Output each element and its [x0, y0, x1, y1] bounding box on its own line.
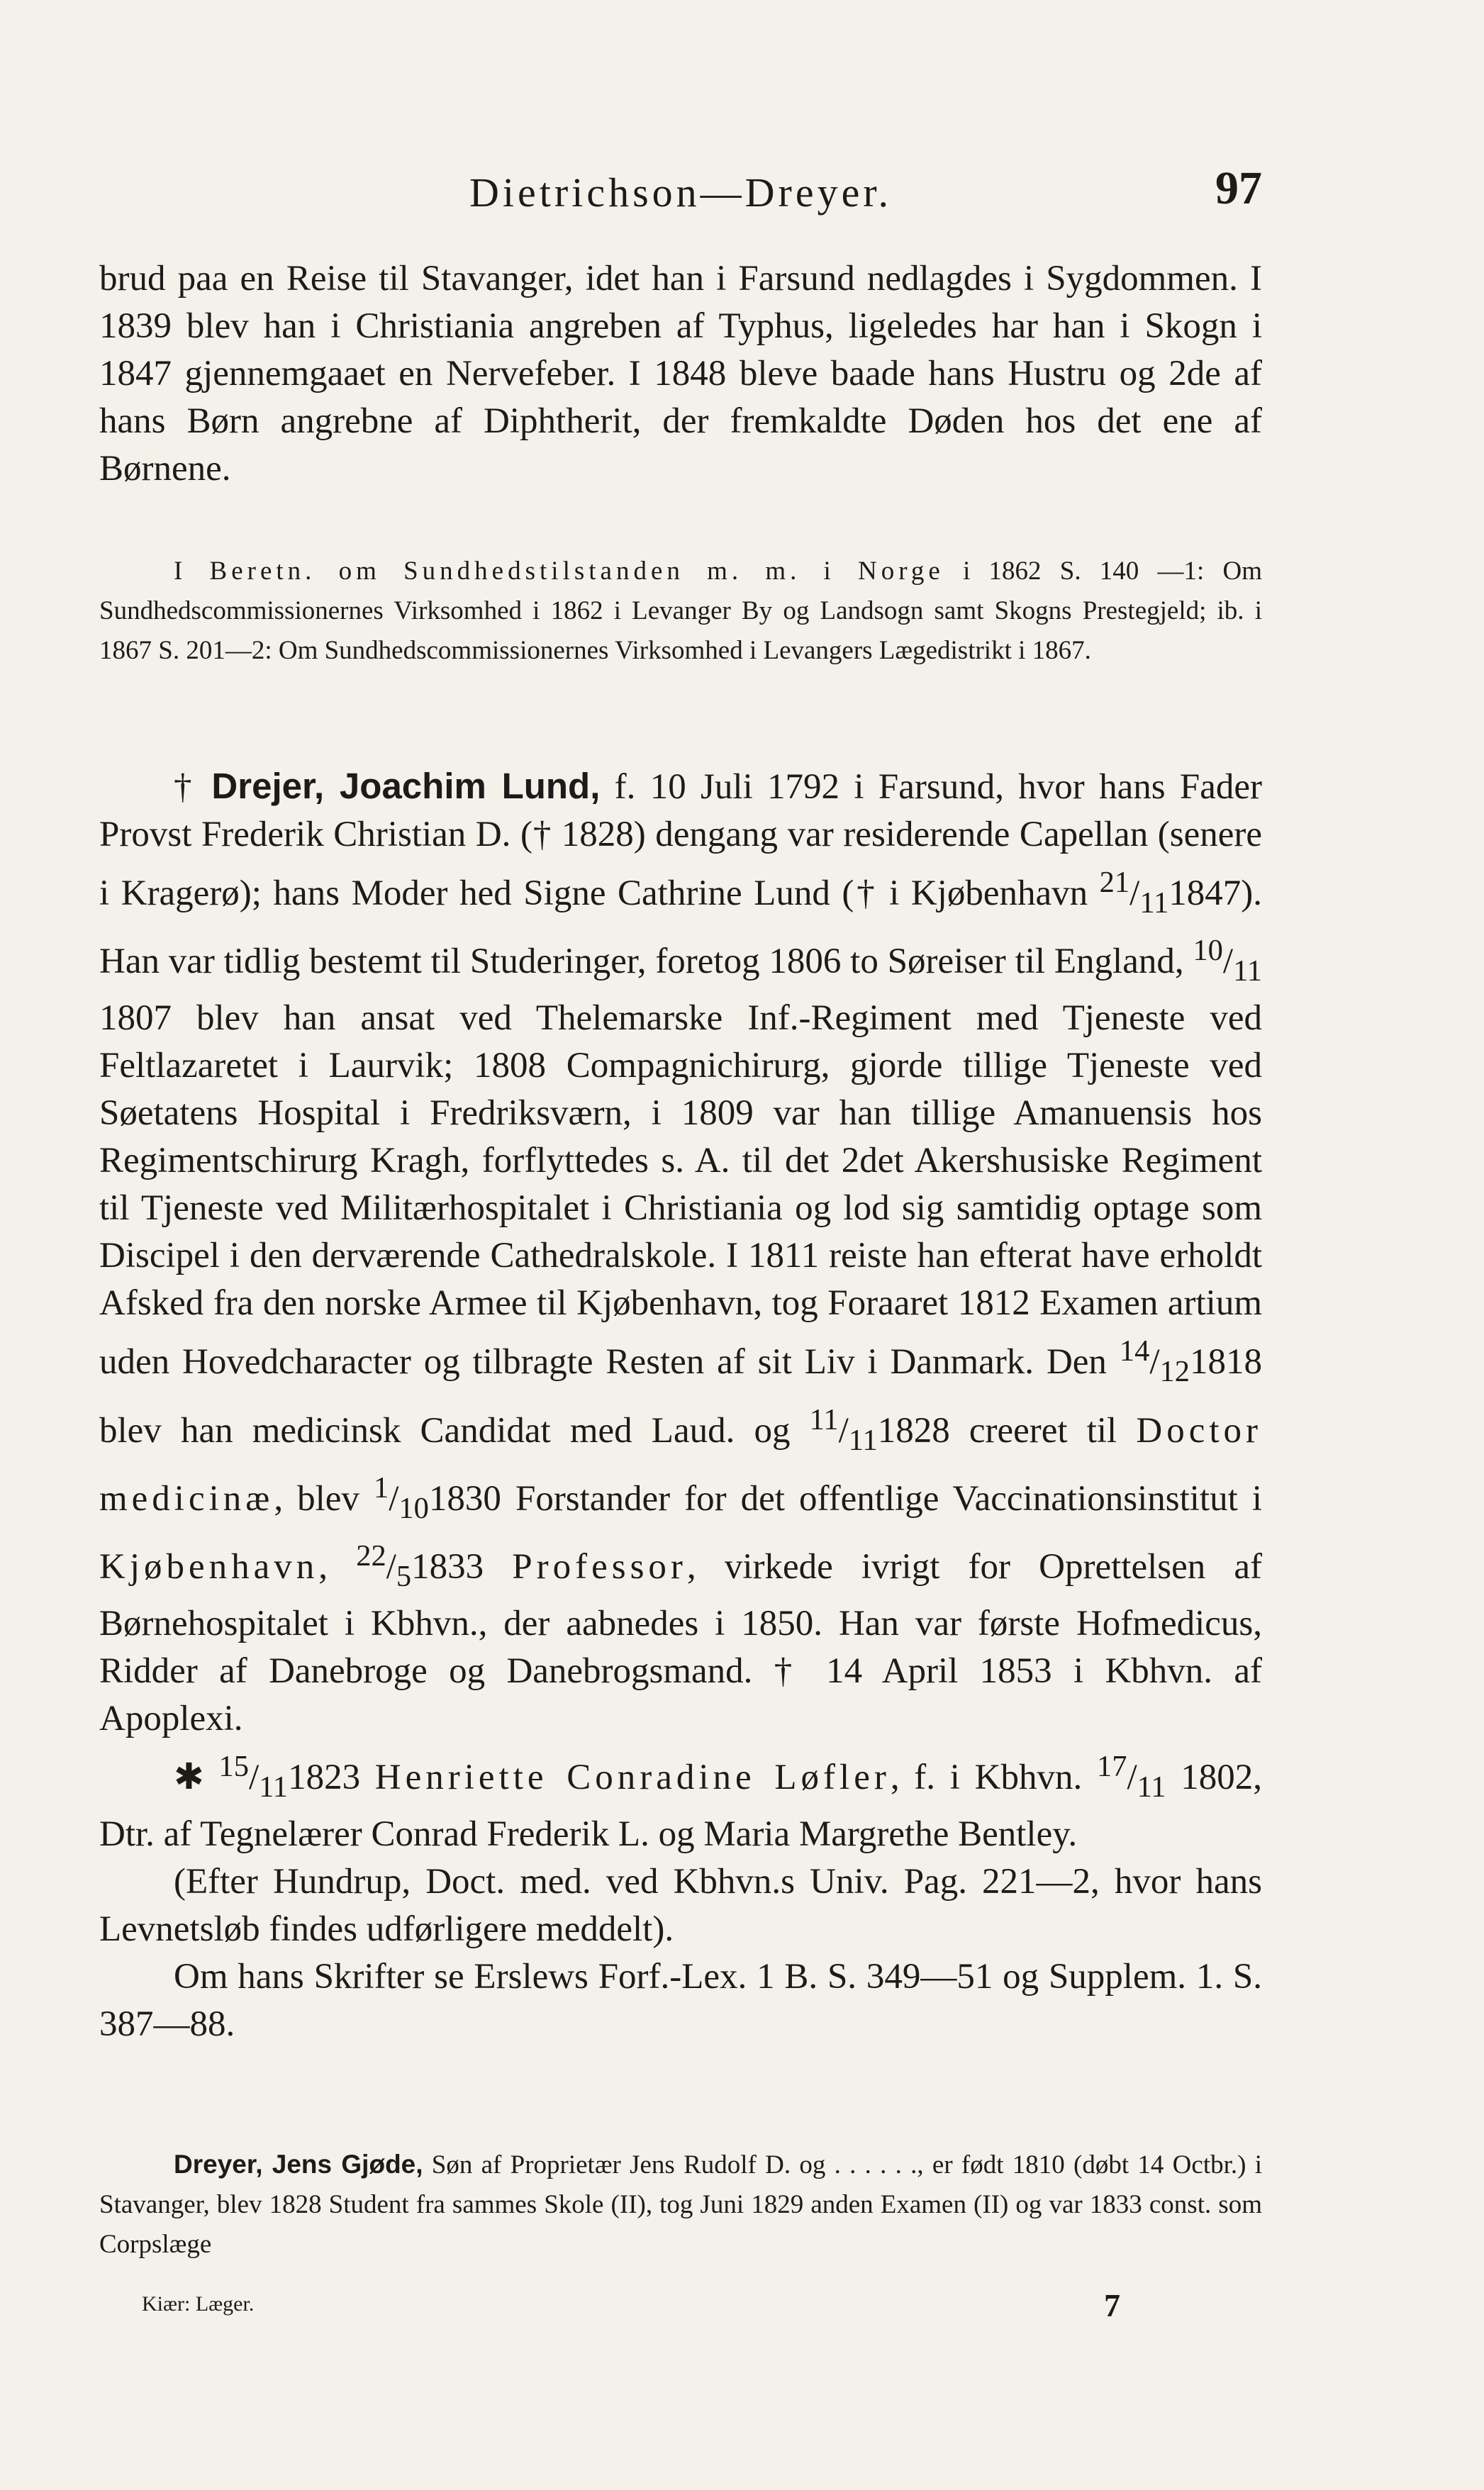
entry-drejer-marriage: ✱ $^{15}/_{11}1823$ Henriette Conradine Løfler, f. i Kbhvn. $^{17}/_{11}$ 1802, Dtr. af Tegnelærer Conrad Frederik L. og Maria Margrethe Bentley. [99, 1750, 1263, 1855]
entry-drejer-source: (Efter Hundrup, Doct. med. ved Kbhvn.s Univ. Pag. 221—2, hvor hans Levnetsløb findes udførligere meddelt). [99, 1862, 1262, 1950]
intro-text: brud paa en Reise til Stavanger, idet han i Farsund nedlagdes i Sygdommen. I 1839 blev han i Christiania angreben af Typhus, ligeledes har han i Skogn i 1847 gjennemgaaet en Nervefeber. I 1848 bleve baade hans Hustru og 2de af hans Børn angrebne af Diphtherit, der fremkaldte Døden hos det ene af Børnene. [99, 259, 1262, 488]
page-footer [142, 2287, 1120, 2329]
entry-name-drejer: Drejer, Joachim Lund, [211, 766, 601, 806]
signature-mark: Kiær: Læger. [142, 2292, 255, 2316]
intro-paragraph [99, 255, 1262, 493]
reference-lead: I Beretn. om Sundhedstilstanden m. m. i Norge [174, 557, 944, 586]
entry-dreyer [99, 2145, 1262, 2265]
entry-drejer-bio: † Drejer, Joachim Lund, f. 10 Juli 1792 i Farsund, hvor hans Fader Provst Frederik Christian D. († 1828) dengang var residerende Capellan (senere i Kragerø); hans Moder hed Signe Cathrine Lund († i Kjøbenhavn $^{21}/_{11}1847$). Han var tidlig bestemt til Studeringer, foretog 1806 to Søreiser til England, $^{10}/_{11}$ 1807 blev han ansat ved Thelemarske Inf.-Regiment med Tjeneste ved Feltlazaretet i Laurvik; 1808 Compagnichirurg, gjorde tillige Tjeneste ved Søetatens Hospital i Fredriksværn, i 1809 var han tillige Amanuensis hos Regimentschirurg Kragh, forflyttedes s. A. til det 2det Akershusiske Regiment til Tjeneste ved Militærhospitalet i Christiania og lod sig samtidig optage som Discipel i den derværende Cathedralskole. I 1811 reiste han efterat have erholdt Afsked fra den norske Armee til Kjøbenhavn, tog Foraaret 1812 Examen artium uden Hovedcharacter og tilbragte Resten af sit Liv i Danmark. Den $^{14}/_{12}1818$ blev han medicinsk Candidat med Laud. og $^{11}/_{11}1828$ creeret til Doctor medicinæ, blev $^1/_{10}1830$ Forstander for det offentlige Vaccinationsinstitut i Kjøbenhavn, $^{22}/_51833$ Professor, virkede ivrigt for Oprettelsen af Børnehospitalet i Kbhvn., der aabnedes i 1850. Han var første Hofmedicus, Ridder af Danebroge og Danebrogsmand. † 14 April 1853 i Kbhvn. af Apoplexi. [99, 766, 1263, 1739]
entry-dreyer-text: Søn af Proprietær Jens Rudolf D. og . . . . . ., er født 1810 (døbt 14 Octbr.) i Stavanger, blev 1828 Student fra sammes Skole (II), tog Juni 1829 anden Examen (II) og var 1833 const. som Corpslæge [99, 2150, 1262, 2259]
page-number: 97 [1215, 162, 1262, 214]
dagger-mark: † [174, 767, 198, 807]
star-icon: ✱ [174, 1756, 204, 1799]
sheet-number: 7 [1104, 2287, 1120, 2323]
running-head: Dietrichson—Dreyer. [469, 169, 892, 216]
references-paragraph [99, 552, 1262, 671]
reference-text: i 1862 S. 140 —1: Om Sundhedscommissionernes Virksomhed i 1862 i Levanger By og Landsogn samt Skogns Prestegjeld; ib. i 1867 S. 201—2: Om Sundhedscommissionernes Virksomhed i Levangers Lægedistrikt i 1867. [99, 557, 1263, 665]
entry-name-dreyer: Dreyer, Jens Gjøde, [174, 2150, 423, 2179]
entry-drejer-writings: Om hans Skrifter se Erslews Forf.-Lex. 1 B. S. 349—51 og Supplem. 1. S. 387—88. [99, 1957, 1262, 2045]
entry-drejer [99, 762, 1262, 2048]
page-header [99, 162, 1262, 225]
